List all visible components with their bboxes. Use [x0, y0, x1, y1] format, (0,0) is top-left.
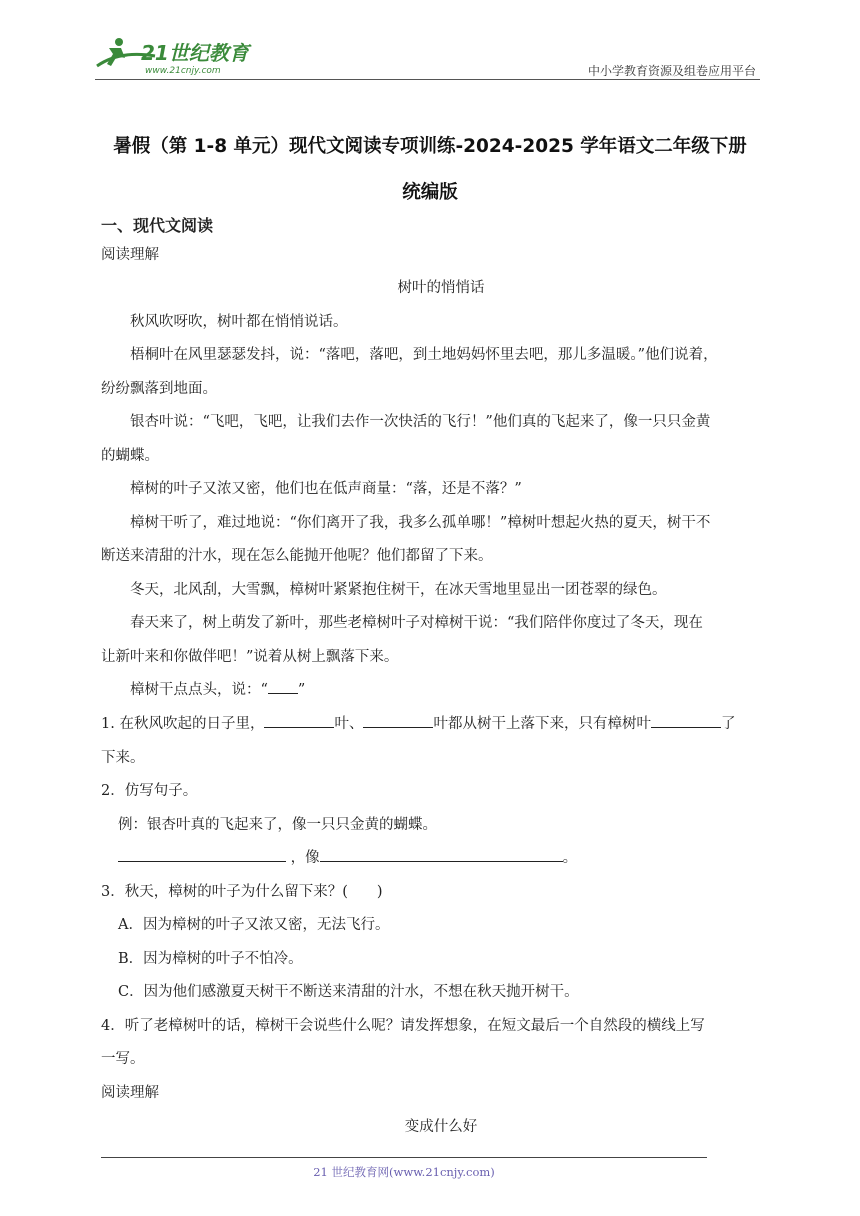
- text: 。: [562, 850, 578, 866]
- text: 1. 在秋风吹起的日子里，: [101, 716, 265, 732]
- paragraph: 银杏叶说：“飞吧，飞吧，让我们去作一次快活的飞行！”他们真的飞起来了，像一只只金黄: [130, 414, 711, 430]
- question-1: [101, 712, 735, 733]
- answer-blank[interactable]: [651, 713, 721, 728]
- text: ”: [297, 682, 306, 698]
- question-1-cont: 下来。: [101, 750, 145, 766]
- paragraph: 断送来清甜的汁水，现在怎么能抛开他呢？他们都留了下来。: [101, 548, 493, 564]
- question-2-example: 例：银杏叶真的飞起来了，像一只只金黄的蝴蝶。: [118, 817, 437, 833]
- question-4: 4．听了老樟树叶的话，樟树干会说些什么呢？请发挥想象，在短文最后一个自然段的横线上写: [101, 1018, 705, 1034]
- page-title-line2: 统编版: [402, 182, 458, 203]
- header-divider: [95, 79, 760, 80]
- paragraph-last: [130, 678, 305, 699]
- section-title: 一、现代文阅读: [101, 216, 214, 235]
- text: 叶都从树干上落下来，只有樟树叶: [433, 716, 651, 732]
- paragraph: 春天来了，树上萌发了新叶，那些老樟树叶子对樟树干说：“我们陪伴你度过了冬天，现在: [130, 615, 703, 631]
- logo-url: www.21cnjy.com: [145, 66, 221, 76]
- passage2-label: 阅读理解: [101, 1085, 159, 1101]
- answer-blank[interactable]: [118, 847, 286, 862]
- text: 樟树干点点头，说：“: [130, 682, 268, 698]
- question-2: 2．仿写句子。: [101, 783, 198, 799]
- paragraph: 让新叶来和你做伴吧！”说着从树上飘落下来。: [101, 649, 399, 665]
- text: 叶、: [334, 716, 364, 732]
- question-2-answer: [118, 846, 577, 867]
- paragraph: 的蝴蝶。: [101, 448, 159, 464]
- page-header: [95, 34, 760, 80]
- paragraph: 梧桐叶在风里瑟瑟发抖，说：“落吧，落吧，到土地妈妈怀里去吧，那儿多温暖。”他们说着，: [130, 347, 718, 363]
- answer-blank[interactable]: [268, 679, 298, 694]
- paragraph: 樟树的叶子又浓又密，他们也在低声商量：“落，还是不落？”: [130, 481, 522, 497]
- passage1-title: 树叶的悄悄话: [397, 280, 485, 296]
- page-title-line1: 暑假（第 1-8 单元）现代文阅读专项训练-2024-2025 学年语文二年级下册: [113, 136, 747, 157]
- text: 了: [720, 716, 736, 732]
- answer-blank[interactable]: [363, 713, 433, 728]
- footer-divider: [101, 1157, 707, 1158]
- question-4-cont: 一写。: [101, 1051, 145, 1067]
- option-a[interactable]: A．因为樟树的叶子又浓又密，无法飞行。: [118, 917, 390, 933]
- logo-text: 21世纪教育: [141, 41, 249, 65]
- answer-blank[interactable]: [320, 847, 563, 862]
- paragraph: 秋风吹呀吹，树叶都在悄悄说话。: [130, 314, 348, 330]
- question-3: 3．秋天，樟树的叶子为什么留下来？( ): [101, 884, 383, 900]
- paragraph: 冬天，北风刮，大雪飘，樟树叶紧紧抱住树干，在冰天雪地里显出一团苍翠的绿色。: [130, 582, 667, 598]
- footer-link[interactable]: 21 世纪教育网(www.21cnjy.com): [313, 1165, 495, 1179]
- option-b[interactable]: B．因为樟树的叶子不怕冷。: [118, 951, 303, 967]
- paragraph: 樟树干听了，难过地说：“你们离开了我，我多么孤单哪！”樟树叶想起火热的夏天，树干不: [130, 515, 711, 531]
- option-c[interactable]: C．因为他们感激夏天树干不断送来清甜的汁水，不想在秋天抛开树干。: [118, 984, 579, 1000]
- passage2-title: 变成什么好: [404, 1119, 478, 1135]
- answer-blank[interactable]: [264, 713, 334, 728]
- passage1-label: 阅读理解: [101, 247, 159, 263]
- logo-icon: [95, 36, 265, 76]
- paragraph: 纷纷飘落到地面。: [101, 381, 217, 397]
- text: ，像: [290, 850, 320, 866]
- platform-label: 中小学教育资源及组卷应用平台: [587, 64, 756, 78]
